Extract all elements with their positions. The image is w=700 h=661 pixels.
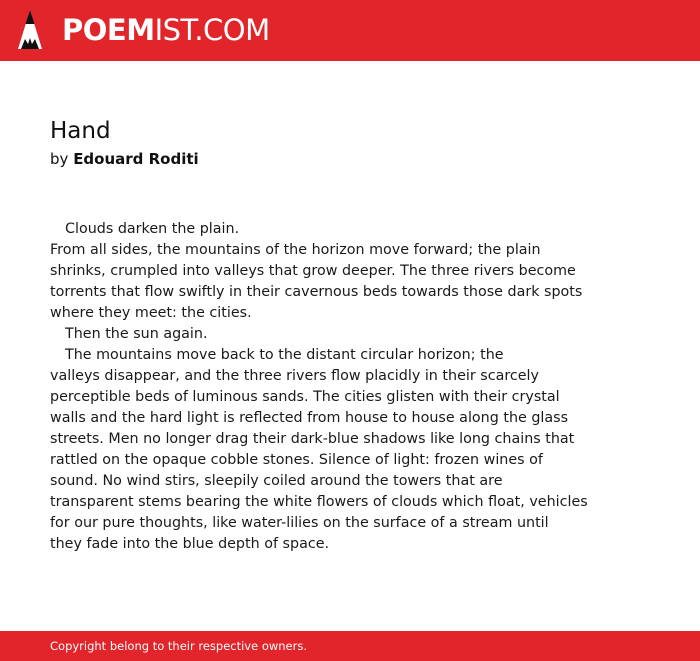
poem-line: transparent stems bearing the white flowers of clouds which float, vehicles [50,494,588,510]
author-name: Edouard Roditi [73,150,199,168]
logo-text-light: IST.COM [154,13,270,47]
poem-byline [50,149,199,169]
poem-line: Then the sun again. [65,326,208,342]
poem-line: Clouds darken the plain. [65,221,240,237]
logo-text-bold: POEM [62,13,155,47]
poem-line: walls and the hard light is reflected from house to house along the glass [50,410,569,426]
poem-line: streets. Men no longer drag their dark-blue shadows like long chains that [50,431,575,447]
poem-line: The mountains move back to the distant circular horizon; the [65,347,504,363]
poem-line: rattled on the opaque cobble stones. Silence of light: frozen wines of [50,452,543,468]
poem-line: they fade into the blue depth of space. [50,536,330,552]
site-logo-link[interactable] [62,13,270,47]
poem-line: for our pure thoughts, like water-lilies on the surface of a stream until [50,515,549,531]
copyright-notice: Copyright belong to their respective owners. [50,639,308,653]
poem-line: shrinks, crumpled into valleys that grow deeper. The three rivers become [50,263,576,279]
poem-title: Hand [50,118,111,144]
by-label: by [50,150,69,168]
site-header [0,0,700,61]
poem-line: sound. No wind stirs, sleepily coiled around the towers that are [50,473,503,489]
poem-body [50,219,588,555]
site-footer [0,631,700,661]
poem-line: where they meet: the cities. [50,305,252,321]
pencil-logo-icon[interactable] [16,9,44,53]
poem-line: valleys disappear, and the three rivers flow placidly in their scarcely [50,368,539,384]
poem-line: From all sides, the mountains of the horizon move forward; the plain [50,242,541,258]
poem-line: perceptible beds of luminous sands. The cities glisten with their crystal [50,389,560,405]
poem-line: torrents that flow swiftly in their cavernous beds towards those dark spots [50,284,583,300]
